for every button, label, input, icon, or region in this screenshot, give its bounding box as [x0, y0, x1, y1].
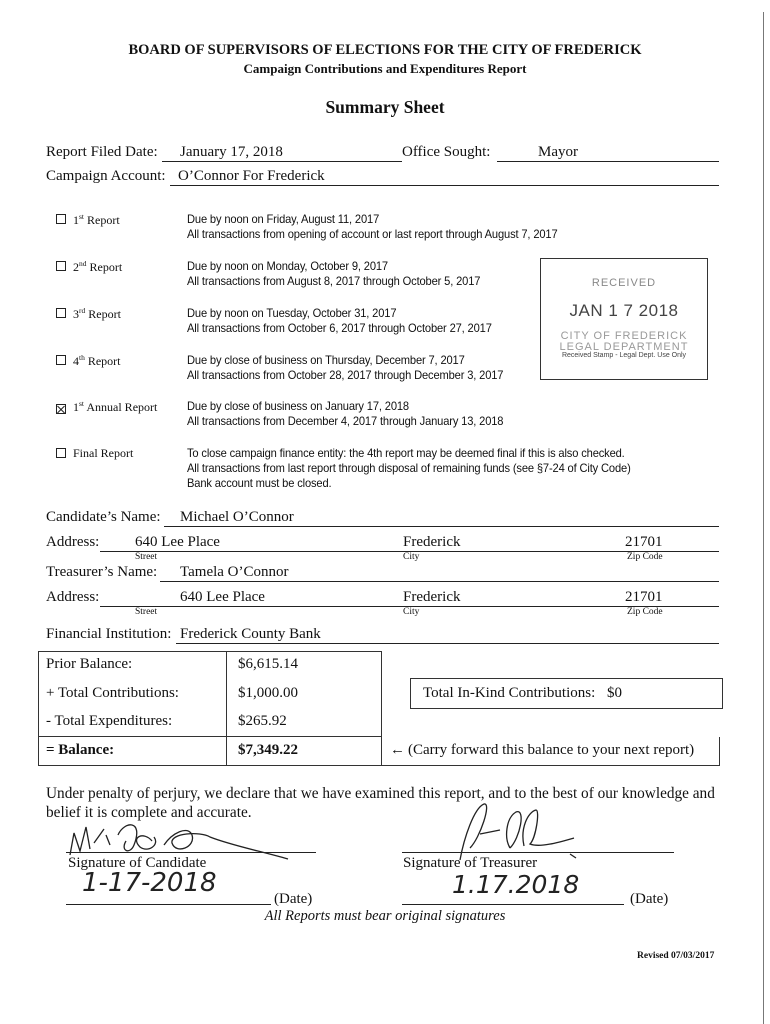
office-sought-line: [497, 145, 719, 162]
report-due-text: All transactions from October 28, 2017 through December 3, 2017: [187, 369, 504, 382]
report-ordinal-suffix: st: [79, 212, 85, 221]
report-due-text: Due by noon on Friday, August 11, 2017: [187, 213, 380, 226]
financial-institution-value: Frederick County Bank: [180, 626, 321, 642]
report-name-text: Annual Report: [86, 400, 158, 414]
candidate-name-label: Candidate’s Name:: [46, 509, 161, 525]
treasurer-name-label: Treasurer’s Name:: [46, 564, 158, 580]
report-ordinal-suffix: nd: [79, 259, 87, 268]
report-number: 1: [73, 400, 79, 414]
candidate-signature-line: [66, 852, 316, 853]
treasurer-date-label: (Date): [630, 891, 669, 907]
treasurer-name-value: Tamela O’Connor: [180, 564, 289, 580]
treasurer-date-line: [402, 904, 624, 905]
treasurer-city-caption: City: [403, 607, 420, 617]
report-checkbox[interactable]: [56, 404, 66, 414]
candidate-name-value: Michael O’Connor: [180, 509, 294, 525]
report-checkbox[interactable]: [56, 214, 66, 224]
report-number: 4: [73, 354, 79, 368]
carry-forward-right-border: [719, 737, 720, 766]
report-number: 1: [73, 213, 79, 227]
candidate-zip: 21701: [625, 534, 663, 550]
report-name: [73, 212, 120, 228]
report-number: 3: [73, 307, 79, 321]
report-checkbox[interactable]: [56, 261, 66, 271]
report-name-text: Report: [87, 213, 120, 227]
summary-sheet-title: Summary Sheet: [325, 97, 445, 117]
report-name: [73, 306, 121, 322]
report-ordinal-suffix: st: [79, 399, 85, 408]
in-kind-value: $0: [607, 685, 622, 701]
report-due-text: Due by close of business on January 17, 2018: [187, 400, 409, 413]
stamp-caption: Received Stamp - Legal Dept. Use Only: [561, 352, 687, 359]
balance-label: + Total Contributions:: [46, 685, 179, 701]
candidate-date-label: (Date): [274, 891, 313, 907]
report-due-text: Due by close of business on Thursday, December 7, 2017: [187, 354, 465, 367]
candidate-city: Frederick: [403, 534, 461, 550]
report-name: [73, 353, 121, 369]
candidate-address-label: Address:: [46, 534, 100, 550]
balance-bottom-rule: [38, 765, 719, 766]
treasurer-street: 640 Lee Place: [180, 589, 265, 605]
office-sought-value: Mayor: [538, 144, 578, 160]
stamp-received: RECEIVED: [591, 277, 657, 289]
report-number: 2: [73, 260, 79, 274]
treasurer-signature-line: [402, 852, 674, 853]
report-name-text: Report: [87, 354, 121, 368]
report-name: [73, 446, 133, 461]
treasurer-city: Frederick: [403, 589, 461, 605]
candidate-date-value: 1-17-2018: [82, 868, 217, 898]
report-ordinal-suffix: rd: [79, 306, 86, 315]
report-due-text: To close campaign finance entity: the 4th report may be deemed final if this is also checked.: [187, 447, 625, 460]
in-kind-label: Total In-Kind Contributions:: [423, 685, 596, 701]
balance-left-border: [38, 737, 39, 766]
balance-label: Prior Balance:: [46, 656, 133, 672]
scan-edge-line: [763, 12, 764, 1024]
report-due-text: Due by noon on Monday, October 9, 2017: [187, 260, 388, 273]
report-name-text: Report: [89, 260, 123, 274]
received-stamp-box: [540, 258, 708, 380]
declaration: Under penalty of perjury, we declare that we have examined this report, and to the best of our knowledge and belief it is complete and accurate.: [46, 785, 715, 821]
carry-forward-note: (Carry forward this balance to your next report): [408, 742, 695, 758]
report-due-text: All transactions from opening of account or last report through August 7, 2017: [187, 228, 558, 241]
report-filed-date-label: Report Filed Date:: [46, 144, 158, 160]
candidate-date-line: [66, 904, 271, 905]
balance-value: $6,615.14: [238, 656, 298, 672]
carry-forward-arrow-icon: ←: [390, 742, 405, 758]
report-due-text: All transactions from August 8, 2017 through October 5, 2017: [187, 275, 481, 288]
report-due-text: All transactions from last report through disposal of remaining funds (see §7-24 of City Code): [187, 462, 631, 475]
campaign-account-label: Campaign Account:: [46, 168, 166, 184]
report-name-text: Final Report: [73, 446, 134, 460]
report-due-text: All transactions from October 6, 2017 through October 27, 2017: [187, 322, 492, 335]
balance-value: $265.92: [238, 713, 287, 729]
campaign-account-value: O’Connor For Frederick: [178, 168, 325, 184]
report-due-text: Bank account must be closed.: [187, 477, 332, 490]
report-checkbox[interactable]: [56, 448, 66, 458]
treasurer-zip-caption: Zip Code: [627, 607, 663, 617]
office-sought-label: Office Sought:: [402, 144, 491, 160]
report-checkbox[interactable]: [56, 308, 66, 318]
candidate-city-caption: City: [403, 552, 420, 562]
report-checkbox[interactable]: [56, 355, 66, 365]
report-name: [73, 399, 157, 415]
balance-table-divider: [226, 651, 227, 765]
stamp-department: LEGAL DEPARTMENT: [559, 341, 689, 353]
candidate-signature-label: Signature of Candidate: [68, 855, 207, 871]
board-title: BOARD OF SUPERVISORS OF ELECTIONS FOR THE CITY OF FREDERICK: [128, 42, 642, 58]
candidate-zip-caption: Zip Code: [627, 552, 663, 562]
candidate-street: 640 Lee Place: [135, 534, 220, 550]
report-name: [73, 259, 122, 275]
report-due-text: Due by noon on Tuesday, October 31, 2017: [187, 307, 397, 320]
treasurer-address-label: Address:: [46, 589, 100, 605]
candidate-street-caption: Street: [135, 552, 158, 562]
report-filed-date-value: January 17, 2018: [180, 144, 283, 160]
balance-table-rule: [38, 736, 382, 737]
report-subtitle: Campaign Contributions and Expenditures Report: [243, 61, 527, 76]
treasurer-zip: 21701: [625, 589, 663, 605]
treasurer-signature-label: Signature of Treasurer: [403, 855, 538, 871]
balance-value: $1,000.00: [238, 685, 298, 701]
stamp-city: CITY OF FREDERICK: [560, 330, 688, 342]
revised-date: Revised 07/03/2017: [637, 951, 715, 961]
report-ordinal-suffix: th: [79, 353, 85, 362]
balance-label: - Total Expenditures:: [46, 713, 173, 729]
stamp-date: JAN 1 7 2018: [569, 301, 679, 320]
balance-label: = Balance:: [46, 742, 115, 758]
treasurer-street-caption: Street: [135, 607, 158, 617]
financial-institution-label: Financial Institution:: [46, 626, 172, 642]
treasurer-date-value: 1.17.2018: [452, 870, 580, 899]
report-name-text: Report: [88, 307, 121, 321]
original-signatures-note: All Reports must bear original signatures: [264, 908, 506, 924]
balance-value: $7,349.22: [238, 742, 298, 758]
report-due-text: All transactions from December 4, 2017 through January 13, 2018: [187, 415, 504, 428]
